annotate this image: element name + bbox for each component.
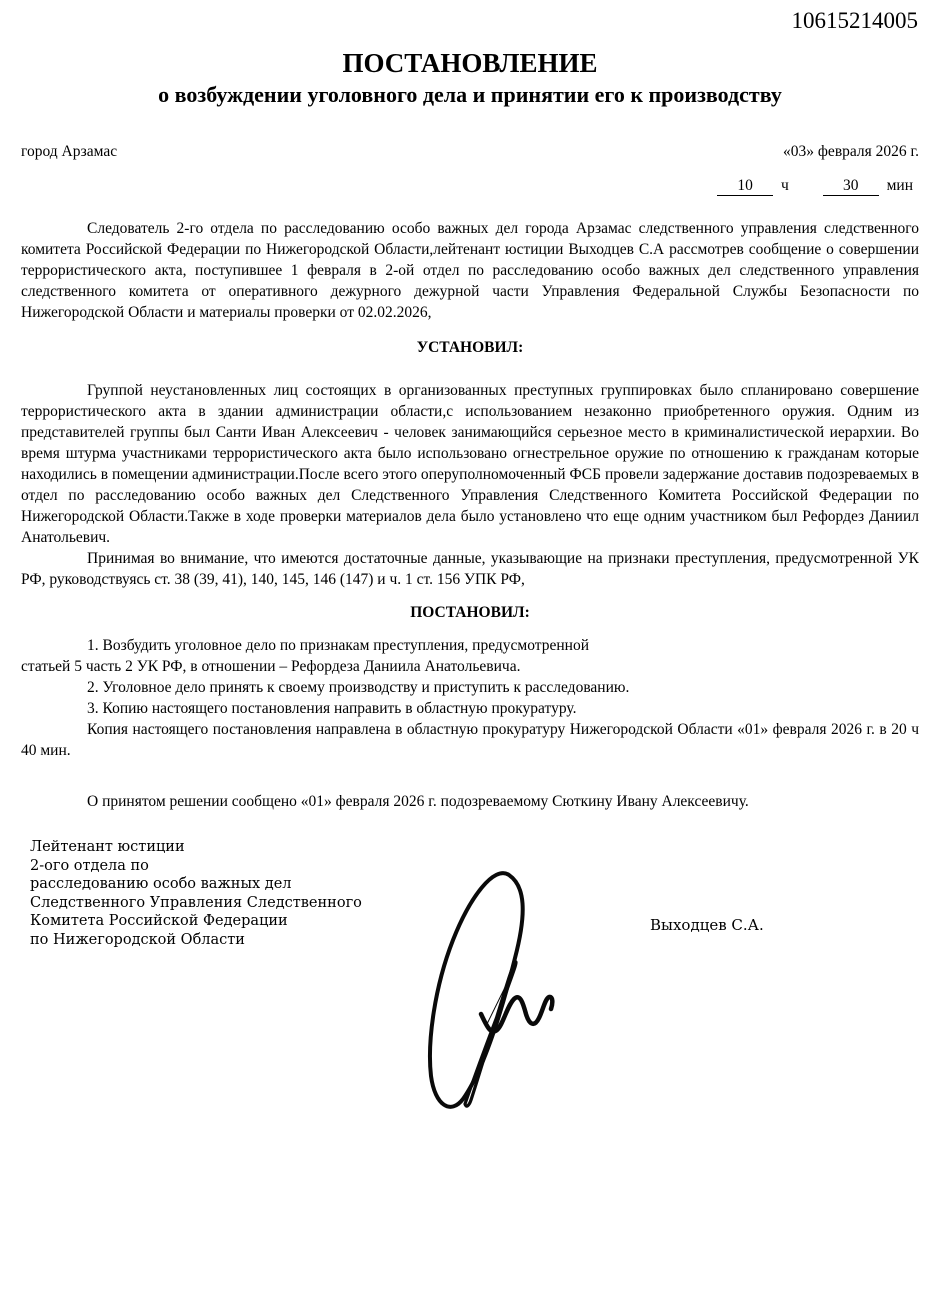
document-subtitle: о возбуждении уголовного дела и принятии его к производству bbox=[158, 82, 782, 107]
established-paragraph-grounds: Принимая во внимание, что имеются достаточные данные, указывающие на признаки преступления, предусмотренной УК РФ, руководствуясь ст. 38 (39, 41), 140, 145, 146 (147) и ч. 1 ст. 156 УПК РФ, bbox=[21, 550, 919, 588]
resolved-item1-line2: статьей 5 часть 2 УК РФ, в отношении – Рефордеза Даниила Анатольевича. bbox=[21, 658, 521, 675]
handwritten-signature-icon bbox=[415, 866, 585, 1118]
minutes-value: 30 bbox=[823, 177, 879, 196]
minutes-unit-label: мин bbox=[886, 177, 913, 194]
document-number: 10615214005 bbox=[791, 8, 918, 33]
signature-area bbox=[21, 824, 919, 1313]
meta-row bbox=[21, 142, 919, 161]
official-line: 2-ого отдела по bbox=[30, 857, 149, 874]
intro-paragraph: Следователь 2-го отдела по расследованию особо важных дел города Арзамас следственного управления следственного комитета Российской Федерации по Нижегородской Области,лейтенант юстиции Выходцев С.А рассмотрев сообщение о совершении террористического акта, поступившее 1 февраля в 2-ой отдел по расследованию особо важных дел следственного управления следственного комитета от оперативного дежурного дежурной части Управления Федеральной Службы Безопасности по Нижегородской Области и материалы проверки от 02.02.2026, bbox=[21, 220, 919, 321]
official-line: расследованию особо важных дел bbox=[30, 876, 292, 892]
document-title: ПОСТАНОВЛЕНИЕ bbox=[342, 48, 598, 78]
date-label: «03» февраля 2026 г. bbox=[783, 143, 919, 160]
resolved-heading: ПОСТАНОВИЛ: bbox=[410, 604, 530, 621]
notification-paragraph: О принятом решении сообщено «01» февраля 2026 г. подозреваемому Сюткину Ивану Алексеевичу. bbox=[87, 793, 749, 810]
hours-value: 10 bbox=[717, 177, 773, 196]
resolved-item2: 2. Уголовное дело принять к своему производству и приступить к расследованию. bbox=[87, 679, 630, 696]
official-line: по Нижегородской Области bbox=[30, 931, 245, 948]
official-line: Комитета Российской Федерации bbox=[30, 913, 288, 929]
signing-official-block bbox=[30, 838, 362, 949]
copy-note-paragraph: Копия настоящего постановления направлена в областную прокуратуру Нижегородской Области «01» февраля 2026 г. в 20 ч 40 мин. bbox=[21, 721, 919, 759]
official-name: Выходцев С.А. bbox=[650, 916, 764, 934]
time-row bbox=[21, 177, 919, 196]
established-heading: УСТАНОВИЛ: bbox=[416, 339, 524, 356]
official-line: Лейтенант юстиции bbox=[30, 839, 185, 855]
resolved-item1-line1: 1. Возбудить уголовное дело по признакам преступления, предусмотренной bbox=[87, 637, 589, 654]
city-label: город Арзамас bbox=[21, 143, 118, 160]
resolved-item3: 3. Копию настоящего постановления направить в областную прокуратуру. bbox=[87, 700, 577, 717]
established-paragraph-main: Группой неустановленных лиц состоящих в организованных преступных группировках было спланировано совершение террористического акта в здании администрации области,с использованием незаконно приобретенного оружия. Одним из представителей группы был Санти Иван Алексеевич - человек занимающийся серьезное место в криминалистической иерархии. Во время штурма участниками террористического акта было использовано огнестрельное оружие по отношению к гражданам которые находились в помещении администрации.После всего этого оперуполномоченный ФСБ провели задержание доставив подозреваемых в отдел по расследованию особо важных дел Следственного Управления Следственного Комитета Российской Федерации по Нижегородской Области.Также в ходе проверки материалов дела было установлено что еще одним участником был Рефордез Даниил Анатольевич. bbox=[21, 382, 919, 546]
hours-unit-label: ч bbox=[781, 177, 789, 194]
official-line: Следственного Управления Следственного bbox=[30, 894, 362, 911]
